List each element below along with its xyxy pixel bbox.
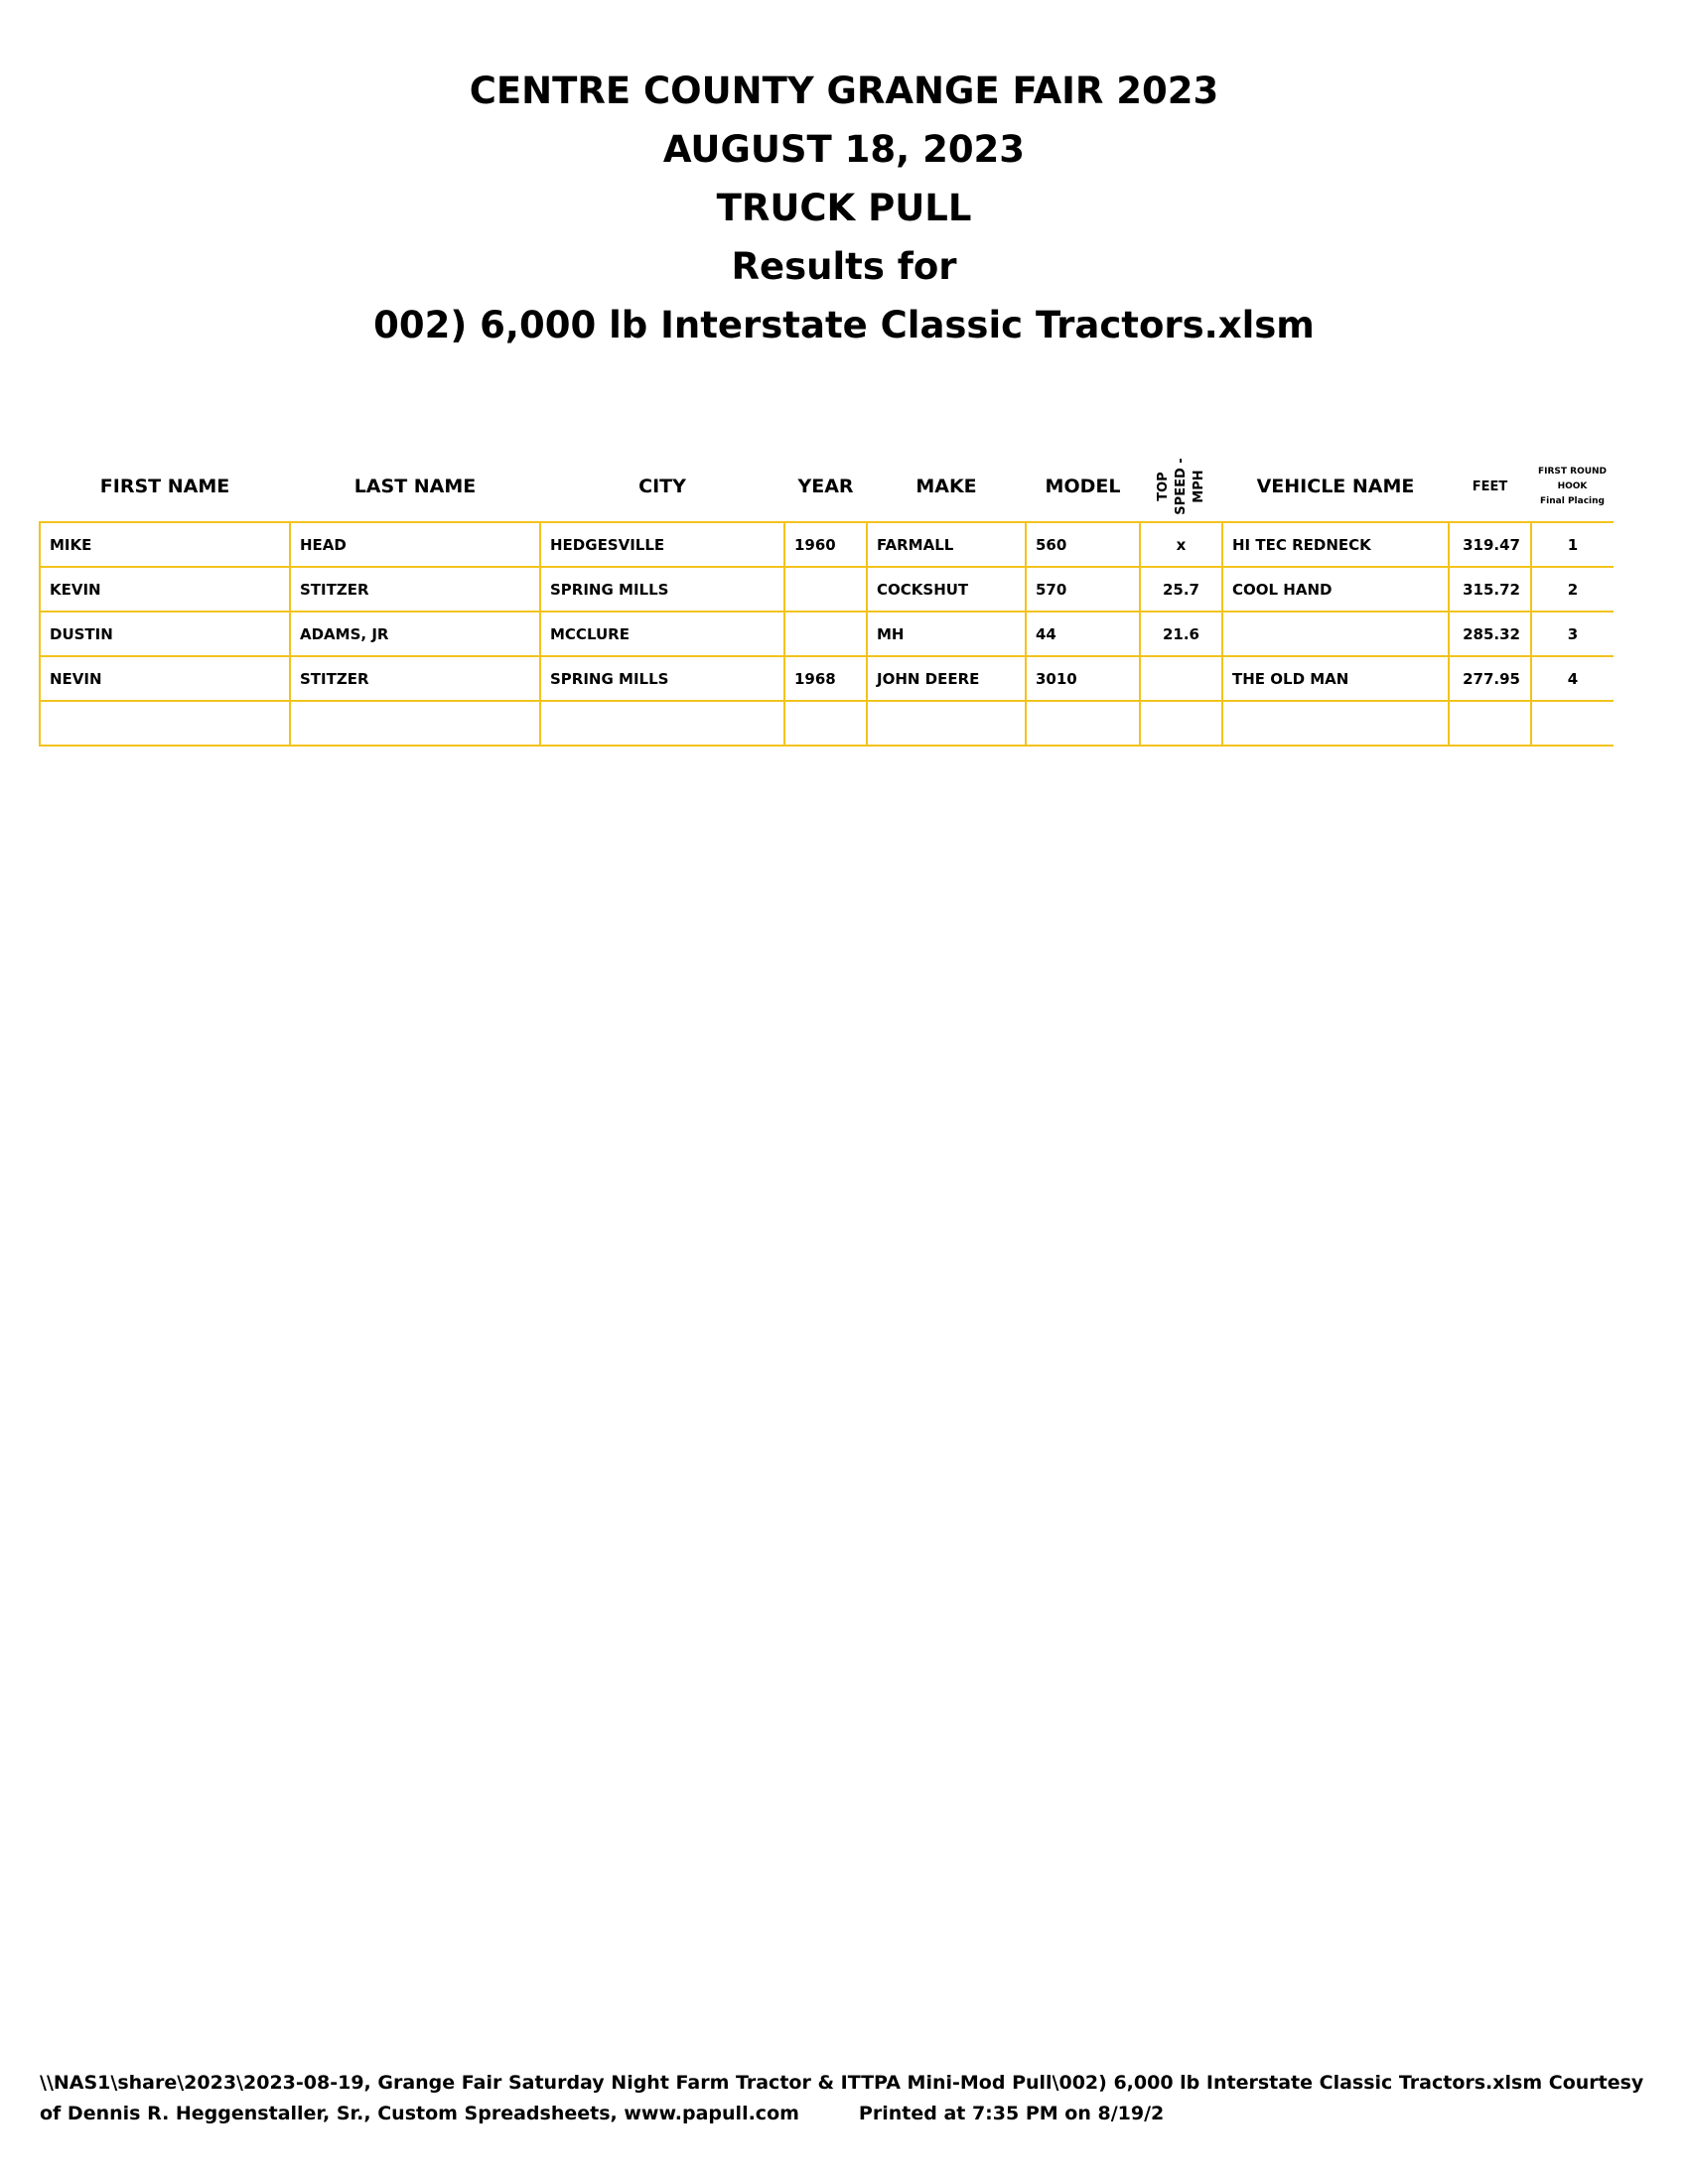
cell-model [1026, 701, 1140, 746]
header-feet: FEET [1472, 478, 1508, 494]
cell-placing: 1 [1531, 522, 1614, 567]
header-last-name: LAST NAME [353, 476, 477, 497]
cell-model: 44 [1026, 612, 1140, 656]
cell-first-name: DUSTIN [40, 612, 290, 656]
cell-city: SPRING MILLS [540, 567, 784, 612]
header-model: MODEL [1045, 476, 1121, 497]
header-placing-line1: FIRST ROUND [1537, 466, 1608, 477]
footer-file-path: \\NAS1\share\2023\2023-08-19, Grange Fair Saturday Night Farm Tractor & ITTPA Mini-Mod Pull\002) 6,000 lb Interstate Classic Tractors.xlsm Courtesy [40, 2072, 1644, 2094]
table-row [40, 522, 1614, 567]
table-row-empty [40, 701, 1614, 746]
cell-model: 560 [1026, 522, 1140, 567]
cell-placing [1531, 701, 1614, 746]
cell-first-name: KEVIN [40, 567, 290, 612]
cell-model: 3010 [1026, 656, 1140, 701]
header-top-speed [1140, 452, 1222, 522]
header-top-speed-label: TOP SPEED - MPH [1155, 458, 1206, 515]
header-row [40, 452, 1614, 522]
results-label: Results for [731, 245, 957, 288]
footer-credit-line [40, 2099, 1658, 2129]
cell-feet: 277.95 [1449, 656, 1531, 701]
class-name: 002) 6,000 lb Interstate Classic Tractors.xlsm [373, 304, 1315, 346]
cell-city: HEDGESVILLE [540, 522, 784, 567]
cell-make [867, 701, 1026, 746]
cell-city [540, 701, 784, 746]
cell-last-name [290, 701, 540, 746]
cell-vehicle-name [1222, 612, 1449, 656]
event-date: AUGUST 18, 2023 [662, 128, 1026, 171]
results-table [39, 452, 1614, 747]
header-placing-line2: HOOK [1557, 480, 1588, 491]
cell-top-speed: 21.6 [1140, 612, 1222, 656]
cell-vehicle-name: COOL HAND [1222, 567, 1449, 612]
cell-year: 1968 [784, 656, 867, 701]
page-footer [40, 2068, 1658, 2129]
cell-first-name [40, 701, 290, 746]
cell-year [784, 701, 867, 746]
cell-last-name: STITZER [290, 656, 540, 701]
title-block [0, 62, 1688, 354]
event-name: TRUCK PULL [716, 187, 972, 229]
cell-top-speed: x [1140, 522, 1222, 567]
header-vehicle-name: VEHICLE NAME [1256, 476, 1415, 497]
cell-year [784, 612, 867, 656]
cell-year [784, 567, 867, 612]
table-row [40, 567, 1614, 612]
cell-first-name: MIKE [40, 522, 290, 567]
cell-placing: 4 [1531, 656, 1614, 701]
cell-year: 1960 [784, 522, 867, 567]
cell-city: MCCLURE [540, 612, 784, 656]
cell-vehicle-name [1222, 701, 1449, 746]
cell-top-speed [1140, 656, 1222, 701]
cell-feet [1449, 701, 1531, 746]
cell-placing: 2 [1531, 567, 1614, 612]
header-placing-line3: Final Placing [1540, 495, 1605, 506]
cell-last-name: HEAD [290, 522, 540, 567]
table-row [40, 612, 1614, 656]
fair-title: CENTRE COUNTY GRANGE FAIR 2023 [469, 69, 1219, 112]
footer-credit: of Dennis R. Heggenstaller, Sr., Custom Spreadsheets, www.papull.com [40, 2103, 799, 2124]
header-city: CITY [638, 476, 686, 497]
header-final-placing [1531, 452, 1614, 522]
cell-vehicle-name: HI TEC REDNECK [1222, 522, 1449, 567]
cell-city: SPRING MILLS [540, 656, 784, 701]
cell-feet: 319.47 [1449, 522, 1531, 567]
cell-first-name: NEVIN [40, 656, 290, 701]
cell-top-speed [1140, 701, 1222, 746]
cell-top-speed: 25.7 [1140, 567, 1222, 612]
header-year: YEAR [797, 476, 854, 497]
cell-last-name: ADAMS, JR [290, 612, 540, 656]
cell-make: JOHN DEERE [867, 656, 1026, 701]
cell-vehicle-name: THE OLD MAN [1222, 656, 1449, 701]
cell-feet: 315.72 [1449, 567, 1531, 612]
cell-make: MH [867, 612, 1026, 656]
cell-model: 570 [1026, 567, 1140, 612]
cell-placing: 3 [1531, 612, 1614, 656]
cell-make: COCKSHUT [867, 567, 1026, 612]
cell-last-name: STITZER [290, 567, 540, 612]
cell-feet: 285.32 [1449, 612, 1531, 656]
cell-make: FARMALL [867, 522, 1026, 567]
header-make: MAKE [915, 476, 977, 497]
header-first-name: FIRST NAME [99, 476, 230, 497]
footer-printed-at: Printed at 7:35 PM on 8/19/2 [858, 2103, 1165, 2124]
table-row [40, 656, 1614, 701]
